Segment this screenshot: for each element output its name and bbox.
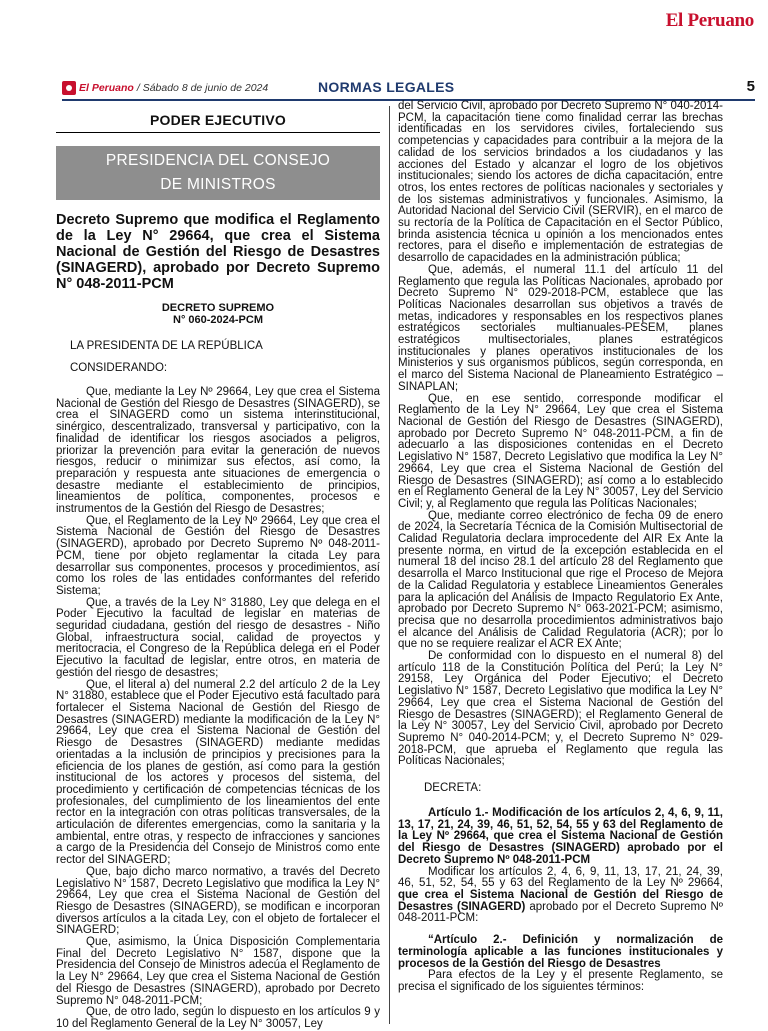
paragraph: De conformidad con lo dispuesto en el numeral 8) del artículo 118 de la Constitución Política del Perú; la Ley N° 29158, Ley Orgánica del Poder Ejecutivo; el Decreto Legislativo N° 1587, Decreto Legislativo que modifica la Ley N° 29664, Ley que crea el Sistema Nacional de Gestión del Riesgo de Desastres (SINAGERD); el Reglamento General de la Ley N° 30057, Ley del Servicio Civil, aprobado por Decreto Supremo N° 040-2014-PCM; y, el Decreto Supremo N° 029-2018-PCM, que aprueba el Reglamento que regula las Políticas Nacionales; — [398, 650, 723, 768]
decree-number — [56, 302, 380, 326]
el-peruano-logo-icon — [62, 81, 76, 95]
paragraph: Que, en ese sentido, corresponde modificar el Reglamento de la Ley N° 29664, Ley que crea el Sistema Nacional de Gestión del Riesgo de Desastres (SINAGERD), aprobado por Decreto Supremo N° 048-2011-PCM, a fin de adecuarlo a las disposiciones contenidas en el Decreto Legislativo N° 1587, Decreto Legislativo que modifica la Ley N° 29664, Ley que crea el Sistema Nacional de Gestión del Riesgo de Desastres (SINAGERD); así como a lo establecido en el Reglamento General de la Ley N° 30057, Ley del Servicio Civil; y, al Reglamento que regula las Políticas Nacionales; — [398, 392, 723, 510]
article-1-body — [398, 867, 723, 926]
paragraph: Que, el literal a) del numeral 2.2 del artículo 2 de la Ley N° 31880, establece que el Poder Ejecutivo está facultado para fortalecer el Sistema Nacional de Gestión del Riesgo de Desastres (SINAGERD) mediante la modificación de la Ley N° 29664, Ley que crea el Sistema Nacional de Gestión del Riesgo de Desastres (SINAGERD) mediante medidas orientadas a la inclusión de principios y precisiones para la eficiencia de los planes de gestión, así como para la gestión institucional de los actores y procesos del sistema, del procedimiento y certificación de competencias técnicas de los profesionales, del cumplimiento de los lineamientos del ente rector en la integración con otras políticas transversales, de la articulación de diferentes emergencias, como la sanitaria y la ambiental, entre otras, y respecto de infracciones y sanciones a cargo de la Presidencia del Consejo de Ministros como ente rector del SINAGERD; — [56, 678, 380, 867]
institution-banner — [56, 146, 380, 200]
paragraph: Que, el Reglamento de la Ley Nº 29664, Ley que crea el Sistema Nacional de Gestión del Riesgo de Desastres (SINAGERD), aprobado por Decreto Supremo Nº 048-2011-PCM, tiene por objeto reglamentar la citada Ley para desarrollar sus componentes, procesos y procedimientos, así como los roles de las entidades conformantes del referido Sistema; — [56, 514, 380, 597]
page-header — [62, 78, 755, 100]
article-2-body: Para efectos de la Ley y el presente Reglamento, se precisa el significado de los siguientes términos: — [398, 969, 723, 993]
president-line: LA PRESIDENTA DE LA REPÚBLICA — [70, 340, 263, 352]
paragraph: Que, además, el numeral 11.1 del artículo 11 del Reglamento que regula las Políticas Nacionales, aprobado por Decreto Supremo N° 029-2018-PCM, establece que las Políticas Nacionales desarrollan sus objetivos a través de metas, indicadores y responsables en los respectivos planes estratégicos sectoriales multianuales-PESEM, planes estratégicos multisectoriales, planes estratégicos institucionales y planes operativos institucionales de los Ministerios y sus organismos públicos, según corresponda, en el marco del Sistema Nacional de Planeamiento Estratégico – SINAPLAN; — [398, 263, 723, 393]
considering-heading: CONSIDERANDO: — [70, 362, 168, 374]
page-number: 5 — [746, 78, 755, 95]
section-rule — [56, 132, 380, 133]
section-title: PODER EJECUTIVO — [149, 112, 287, 128]
masthead-logo: El Peruano — [665, 10, 754, 31]
header-brand: El Peruano — [79, 82, 134, 94]
header-section: NORMAS LEGALES — [318, 79, 455, 95]
article-1-heading: Artículo 1.- Modificación de los artículos 2, 4, 6, 9, 11, 13, 17, 21, 24, 39, 46, 51, 52, 54, 55 y 63 del Reglamento de la Ley Nº 29664, que crea el Sistema Nacional de Gestión del Riesgo de Desastres (SINAGERD) aprobado por el Decreto Supremo Nº 048-2011-PCM — [398, 807, 723, 866]
paragraph: Que, mediante la Ley Nº 29664, Ley que crea el Sistema Nacional de Gestión del Riesgo de Desastres (SINAGERD), se crea el SINAGERD como un sistema interinstitucional, sinérgico, descentralizado, transversal y participativo, con la finalidad de identificar los riesgos asociados a peligros, priorizar la prevención para evitar la generación de nuevos riesgos, reducir o minimizar sus efectos, así como, la preparación y respuesta ante situaciones de emergencia o desastre mediante el establecimiento de principios, lineamientos de política, componentes, procesos e instrumentos de la Gestión del Riesgo de Desastres; — [56, 386, 380, 516]
decreta-heading: DECRETA: — [424, 782, 482, 795]
paragraph: del Servicio Civil, aprobado por Decreto Supremo N° 040-2014-PCM, la capacitación tiene como finalidad cerrar las brechas identificadas en los servidores civiles, fortaleciendo sus competencias y capacidades para contribuir a la mejora de la calidad de los servicios brindados a los ciudadanos y las acciones del Estado y alcanzar el logro de los objetivos institucionales; siendo los actores de dicha capacitación, entre otros, los entes rectores de políticas nacionales y sectoriales y de los sistemas administrativos y funcionales. Asimismo, la Autoridad Nacional del Servicio Civil (SERVIR), en el marco de su rectoría de la Política de Capacitación en el Sector Público, brinda asistencia técnica u opinión a los mencionados entes rectores, para el diseño e implementación de estrategias de desarrollo de capacidades en la administración pública; — [398, 100, 723, 265]
paragraph: Que, bajo dicho marco normativo, a través del Decreto Legislativo N° 1587, Decreto Legislativo que modifica la Ley N° 29664, Ley que crea el Sistema Nacional de Gestión del Riesgo de Desastres (SINAGERD), se modifican e incorporan diversos artículos a la citada Ley, con el objeto de fortalecer el SINAGERD; — [56, 865, 380, 937]
decree-title: Decreto Supremo que modifica el Reglamento de la Ley N° 29664, que crea el Sistema Nacional de Gestión del Riesgo de Desastres (SINAGERD), aprobado por Decreto Supremo N° 048-2011-PCM — [56, 212, 380, 292]
header-left — [62, 81, 268, 95]
decree-label: DECRETO SUPREMO — [161, 302, 275, 314]
article-2-heading: “Artículo 2.- Definición y normalización de terminología aplicable a las funciones institucionales y procesos de la Gestión del Riesgo de Desastres — [398, 934, 723, 970]
paragraph: Que, asimismo, la Única Disposición Complementaria Final del Decreto Legislativo N° 1587, dispone que la Presidencia del Consejo de Ministros adecúa el Reglamento de la Ley N° 29664, Ley que crea el Sistema Nacional de Gestión del Riesgo de Desastres (SINAGERD), aprobado por Decreto Supremo N° 048-2011-PCM; — [56, 936, 380, 1007]
header-date: / Sábado 8 de junio de 2024 — [136, 82, 269, 94]
column-divider — [389, 106, 390, 1024]
decree-code: N° 060-2024-PCM — [173, 314, 263, 326]
article-1-body-bold: que crea el Sistema Nacional de Gestión del Riesgo de Desastres (SINAGERD) — [398, 889, 723, 913]
left-column — [56, 104, 380, 1030]
banner-line-1: PRESIDENCIA DEL CONSEJO — [105, 152, 331, 169]
right-column — [398, 101, 723, 1024]
article-1-body-text: Modificar los artículos 2, 4, 6, 9, 11, 13, 17, 21, 24, 39, 46, 51, 52, 54, 55 y 63 del Reglamento de la Ley Nº 29664, — [398, 865, 723, 890]
paragraph: Que, mediante correo electrónico de fecha 09 de enero de 2024, la Secretaría Técnica de la Comisión Multisectorial de Calidad Regulatoria declara improcedente del AIR Ex Ante la presente norma, en virtud de la excepción establecida en el numeral 18 del inciso 28.1 del artículo 28 del Reglamento que desarrolla el Marco Institucional que rige el Proceso de Mejora de la Calidad Regulatoria y establece Lineamientos Generales para la aplicación del Análisis de Impacto Regulatorio Ex Ante, aprobado por Decreto Supremo N° 063-2021-PCM; asimismo, precisa que no desarrolla procedimientos administrativos bajo el alcance del Análisis de Calidad Regulatoria (ACR); por lo que no se requiere realizar el ACR EX Ante; — [398, 509, 723, 651]
banner-line-2: DE MINISTROS — [160, 176, 276, 193]
article-1-body-end: aprobado por el Decreto Supremo Nº 048-2011-PCM: — [398, 900, 723, 925]
paragraph: Que, a través de la Ley N° 31880, Ley que delega en el Poder Ejecutivo la facultad de legislar en materias de seguridad ciudadana, gestión del riesgo de desastres - Niño Global, infraestructura social, calidad de proyectos y meritocracia, el Congreso de la República delega en el Poder Ejecutivo la facultad de legislar, entre otros, en materia de gestión del riesgo de desastres; — [56, 596, 380, 679]
paragraph: Que, de otro lado, según lo dispuesto en los artículos 9 y 10 del Reglamento General de la Ley N° 30057, Ley — [56, 1006, 380, 1030]
